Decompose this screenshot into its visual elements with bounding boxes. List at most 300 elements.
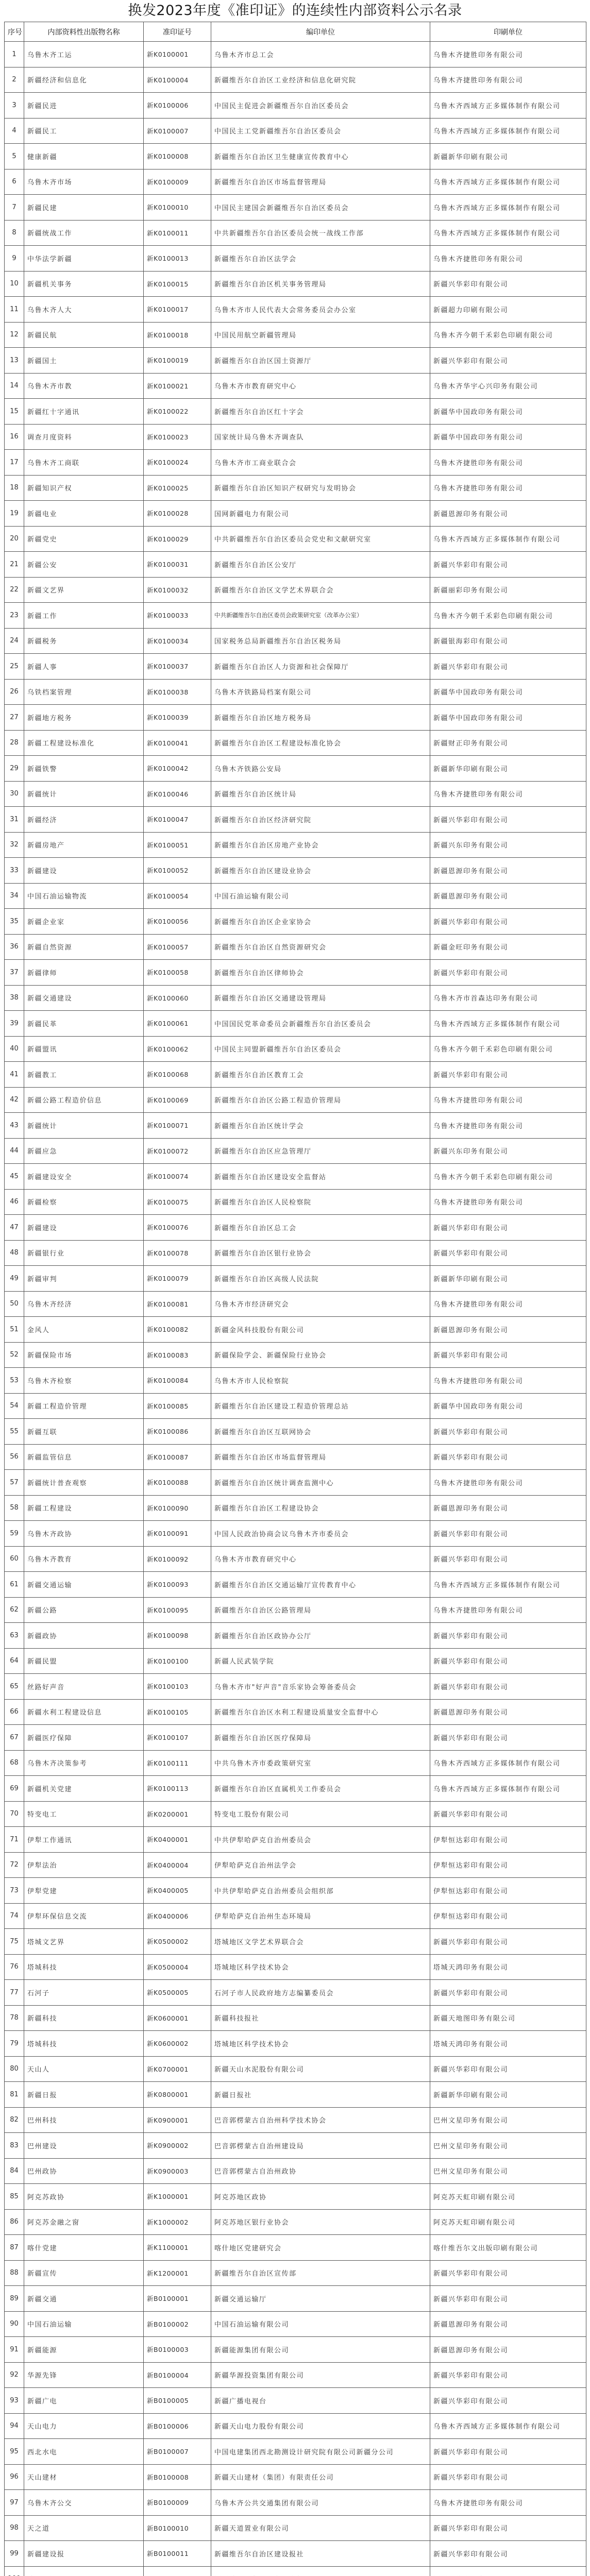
table-row: [5, 1597, 586, 1623]
serial-cell: 34: [5, 883, 24, 909]
serial-cell: 45: [5, 1164, 24, 1190]
permit-number-cell: 新K0200001: [144, 1801, 211, 1827]
table-row: [5, 1699, 586, 1725]
permit-number-cell: 新B0100006: [144, 2413, 211, 2439]
table-row: [5, 1266, 586, 1292]
editing-unit-cell: 新疆维吾尔自治区宣传部: [211, 2260, 430, 2286]
serial-cell: 11: [5, 297, 24, 323]
publication-name-cell: 新疆日报: [24, 2082, 144, 2108]
editing-unit-cell: 新疆维吾尔自治区文学艺术界联合会: [211, 577, 430, 603]
serial-cell: 82: [5, 2107, 24, 2133]
editing-unit-cell: 中国石油运输有限公司: [211, 2311, 430, 2337]
printing-unit-cell: 乌鲁木齐捷胜印务有限公司: [430, 781, 586, 807]
editing-unit-cell: 新疆维吾尔自治区互联网协会: [211, 1419, 430, 1445]
permit-number-cell: 新K0100010: [144, 195, 211, 221]
serial-cell: 40: [5, 1036, 24, 1062]
permit-number-cell: 新K0100105: [144, 1699, 211, 1725]
table-row: [5, 1929, 586, 1955]
table-row: [5, 1725, 586, 1751]
printing-unit-cell: 乌鲁木齐捷胜印务有限公司: [430, 1189, 586, 1215]
serial-cell: 47: [5, 1215, 24, 1241]
printing-unit-cell: 乌鲁木齐捷胜印务有限公司: [430, 2490, 586, 2516]
table-row: [5, 67, 586, 93]
publication-name-cell: 新疆人事: [24, 654, 144, 680]
serial-cell: 49: [5, 1266, 24, 1292]
editing-unit-cell: 新疆维吾尔自治区交通建设管理局: [211, 985, 430, 1011]
table-row: [5, 2464, 586, 2490]
publication-name-cell: 阿克苏金融之窗: [24, 2209, 144, 2235]
serial-cell: 94: [5, 2413, 24, 2439]
permit-number-cell: 新K0100098: [144, 1623, 211, 1649]
editing-unit-cell: 新疆维吾尔自治区统计局: [211, 781, 430, 807]
serial-cell: 75: [5, 1929, 24, 1955]
serial-cell: 23: [5, 603, 24, 629]
serial-cell: 36: [5, 934, 24, 960]
serial-cell: 28: [5, 730, 24, 756]
table-row: [5, 730, 586, 756]
printing-unit-cell: 新疆兴华彩印有限公司: [430, 1725, 586, 1751]
table-row: [5, 2158, 586, 2184]
printing-unit-cell: 乌鲁木齐西域方正多媒体制作有限公司: [430, 195, 586, 221]
editing-unit-cell: 塔城地区文学艺术界联合会: [211, 1929, 430, 1955]
serial-cell: 35: [5, 909, 24, 935]
publication-name-cell: 调查月度资料: [24, 424, 144, 450]
permit-number-cell: 新K0600002: [144, 2031, 211, 2057]
publication-name-cell: 新疆统计普查观察: [24, 1470, 144, 1496]
printing-unit-cell: 伊犁恒达彩印有限公司: [430, 1827, 586, 1853]
editing-unit-cell: 乌鲁木齐铁路公安局: [211, 756, 430, 782]
table-row: [5, 1954, 586, 1980]
printing-unit-cell: 新疆银海彩印有限公司: [430, 628, 586, 654]
publication-name-cell: 新疆民盟: [24, 1648, 144, 1674]
publication-name-cell: 塔城科技: [24, 1954, 144, 1980]
table-row: [5, 2337, 586, 2363]
serial-cell: 44: [5, 1138, 24, 1164]
printing-unit-cell: 乌鲁木齐捷胜印务有限公司: [430, 475, 586, 501]
serial-cell: 24: [5, 628, 24, 654]
serial-cell: 32: [5, 832, 24, 858]
publication-name-cell: 新疆工程建设: [24, 1495, 144, 1521]
publication-name-cell: [24, 2566, 144, 2576]
table-row: [5, 2286, 586, 2312]
editing-unit-cell: 乌鲁木齐铁路局档案有限公司: [211, 679, 430, 705]
table-row: [5, 2388, 586, 2414]
table-row: [5, 348, 586, 374]
publication-name-cell: 新疆国土: [24, 348, 144, 374]
permit-number-cell: 新K0100113: [144, 1776, 211, 1802]
editing-unit-cell: 中国民主建国会新疆维吾尔自治区委员会: [211, 195, 430, 221]
printing-unit-cell: 新疆兴东印务有限公司: [430, 1138, 586, 1164]
permit-number-cell: 新K0100051: [144, 832, 211, 858]
publication-name-cell: 新疆公安: [24, 552, 144, 578]
table-row: [5, 1240, 586, 1266]
permit-number-cell: 新K0100068: [144, 1062, 211, 1088]
table-row: [5, 1623, 586, 1649]
editing-unit-cell: 新疆维吾尔自治区人力资源和社会保障厅: [211, 654, 430, 680]
editing-unit-cell: 新疆维吾尔自治区建设工程造价管理总站: [211, 1393, 430, 1419]
publication-name-cell: 新疆电业: [24, 501, 144, 527]
publication-name-cell: 乌铁档案管理: [24, 679, 144, 705]
publication-name-cell: 喀什党建: [24, 2235, 144, 2261]
printing-unit-cell: 乌鲁木齐捷胜印务有限公司: [430, 67, 586, 93]
table-row: [5, 552, 586, 578]
permit-number-cell: 新K0100017: [144, 297, 211, 323]
printing-unit-cell: 新疆新华印刷有限公司: [430, 144, 586, 170]
table-row: [5, 2439, 586, 2465]
printing-unit-cell: 新疆兴华彩印有限公司: [430, 654, 586, 680]
editing-unit-cell: 乌鲁木齐公共交通集团有限公司: [211, 2490, 430, 2516]
permit-number-cell: 新K0100071: [144, 1113, 211, 1139]
permit-number-cell: 新K0100093: [144, 1572, 211, 1598]
serial-cell: 90: [5, 2311, 24, 2337]
permit-number-cell: 新B0100007: [144, 2439, 211, 2465]
serial-cell: 87: [5, 2235, 24, 2261]
editing-unit-cell: 新疆维吾尔自治区工程建设协会: [211, 1495, 430, 1521]
editing-unit-cell: 新疆天山电力股份有限公司: [211, 2413, 430, 2439]
permit-number-cell: 新K0100023: [144, 424, 211, 450]
printing-unit-cell: 伊犁恒达彩印有限公司: [430, 1903, 586, 1929]
publication-name-cell: 伊犁环保信息交流: [24, 1903, 144, 1929]
printing-unit-cell: 乌鲁木齐西域方正多媒体制作有限公司: [430, 526, 586, 552]
printing-unit-cell: 新疆兴华彩印有限公司: [430, 1215, 586, 1241]
serial-cell: 63: [5, 1623, 24, 1649]
serial-cell: 42: [5, 1087, 24, 1113]
serial-cell: 81: [5, 2082, 24, 2108]
serial-cell: 61: [5, 1572, 24, 1598]
serial-cell: 97: [5, 2490, 24, 2516]
editing-unit-cell: 喀什地区党建研究会: [211, 2235, 430, 2261]
serial-cell: 27: [5, 705, 24, 731]
table-row: [5, 144, 586, 170]
editing-unit-cell: 中国民主工党新疆维吾尔自治区委员会: [211, 118, 430, 144]
publication-name-cell: 新疆公路工程造价信息: [24, 1087, 144, 1113]
permit-number-cell: 新K0100052: [144, 858, 211, 884]
printing-unit-cell: 巴州文星印务有限公司: [430, 2107, 586, 2133]
publication-name-cell: 新疆自然资源: [24, 934, 144, 960]
publication-name-cell: 新疆宣传: [24, 2260, 144, 2286]
publication-name-cell: 新疆医疗保障: [24, 1725, 144, 1751]
header-printing-unit: 印刷单位: [430, 22, 586, 42]
publication-name-cell: 新疆科技: [24, 2005, 144, 2031]
serial-cell: 99: [5, 2541, 24, 2567]
printing-unit-cell: 乌鲁木齐西域方正多媒体制作有限公司: [430, 169, 586, 195]
editing-unit-cell: 新疆维吾尔自治区地方税务局: [211, 705, 430, 731]
table-body: [5, 42, 586, 2576]
publication-name-cell: 新疆经济: [24, 807, 144, 833]
publication-name-cell: 天山人: [24, 2056, 144, 2082]
header-publication-name: 内部资料性出版物名称: [24, 22, 144, 42]
printing-unit-cell: 新疆华中国政印务有限公司: [430, 424, 586, 450]
permit-number-cell: 新K0100078: [144, 1240, 211, 1266]
editing-unit-cell: 新疆维吾尔自治区房地产业协会: [211, 832, 430, 858]
editing-unit-cell: 中共伊犁哈萨克自治州委员会组织部: [211, 1878, 430, 1904]
editing-unit-cell: 新疆维吾尔自治区工业经济和信息化研究院: [211, 67, 430, 93]
permit-number-cell: 新K0100018: [144, 322, 211, 348]
serial-cell: 53: [5, 1368, 24, 1394]
permit-number-cell: 新K0100111: [144, 1750, 211, 1776]
publication-name-cell: 新疆交通运输: [24, 1572, 144, 1598]
serial-cell: 33: [5, 858, 24, 884]
permit-number-cell: 新K0100022: [144, 399, 211, 425]
serial-cell: 64: [5, 1648, 24, 1674]
printing-unit-cell: 新疆兴华彩印有限公司: [430, 552, 586, 578]
permit-number-cell: 新K0100004: [144, 67, 211, 93]
permit-number-cell: 新K0100032: [144, 577, 211, 603]
table-row: [5, 858, 586, 884]
serial-cell: 78: [5, 2005, 24, 2031]
printing-unit-cell: 新疆天地图印务有限公司: [430, 2005, 586, 2031]
publication-name-cell: 塔城文艺界: [24, 1929, 144, 1955]
permit-number-cell: 新K0100047: [144, 807, 211, 833]
editing-unit-cell: 塔城地区科学技术协会: [211, 2031, 430, 2057]
serial-cell: 17: [5, 450, 24, 476]
serial-cell: 5: [5, 144, 24, 170]
table-row: [5, 2515, 586, 2541]
publication-name-cell: 新疆知识产权: [24, 475, 144, 501]
publication-name-cell: 新疆应急: [24, 1138, 144, 1164]
table-row: [5, 654, 586, 680]
publication-name-cell: 巴州建设: [24, 2133, 144, 2159]
serial-cell: 65: [5, 1674, 24, 1700]
serial-cell: 79: [5, 2031, 24, 2057]
table-row: [5, 1750, 586, 1776]
header-serial: 序号: [5, 22, 24, 42]
permit-number-cell: 新K0100015: [144, 271, 211, 297]
permit-number-cell: 新B0100003: [144, 2337, 211, 2363]
serial-cell: 21: [5, 552, 24, 578]
publication-name-cell: 金风人: [24, 1317, 144, 1343]
permit-number-cell: 新K0100103: [144, 1674, 211, 1700]
permit-number-cell: 新B0100004: [144, 2362, 211, 2388]
printing-unit-cell: 新疆兴华彩印有限公司: [430, 1444, 586, 1470]
serial-cell: 22: [5, 577, 24, 603]
table-row: [5, 195, 586, 221]
permit-number-cell: 新K0100007: [144, 118, 211, 144]
table-row: [5, 1903, 586, 1929]
serial-cell: 57: [5, 1470, 24, 1496]
printing-unit-cell: 乌鲁木齐捷胜印务有限公司: [430, 1113, 586, 1139]
publication-name-cell: 新疆统战工作: [24, 220, 144, 246]
table-row: [5, 1087, 586, 1113]
serial-cell: 26: [5, 679, 24, 705]
serial-cell: 96: [5, 2464, 24, 2490]
printing-unit-cell: 新疆恩源印务有限公司: [430, 1317, 586, 1343]
publication-name-cell: 乌鲁木齐政协: [24, 1521, 144, 1547]
publication-name-cell: 新疆银行业: [24, 1240, 144, 1266]
publication-name-cell: 乌鲁木齐人大: [24, 297, 144, 323]
permit-number-cell: 新K0100024: [144, 450, 211, 476]
permit-number-cell: 新K0100042: [144, 756, 211, 782]
publication-name-cell: 新疆广电: [24, 2388, 144, 2414]
printing-unit-cell: 新疆兴华彩印有限公司: [430, 2388, 586, 2414]
permit-number-cell: 新B0100011: [144, 2541, 211, 2567]
editing-unit-cell: 新疆维吾尔自治区应急管理厅: [211, 1138, 430, 1164]
table-row: [5, 628, 586, 654]
table-row: [5, 1062, 586, 1088]
permit-number-cell: 新K0400006: [144, 1903, 211, 1929]
printing-unit-cell: 乌鲁木齐西域方正多媒体制作有限公司: [430, 93, 586, 118]
printing-unit-cell: 新疆兴华彩印有限公司: [430, 1419, 586, 1445]
table-row: [5, 1164, 586, 1190]
editing-unit-cell: 新疆维吾尔自治区统计调查监测中心: [211, 1470, 430, 1496]
editing-unit-cell: 新疆维吾尔自治区水利工程建设质量安全监督中心: [211, 1699, 430, 1725]
permit-number-cell: 新K0100095: [144, 1597, 211, 1623]
publication-name-cell: 新疆教工: [24, 1062, 144, 1088]
editing-unit-cell: 乌鲁木齐市"好声音"音乐家协会筹备委员会: [211, 1674, 430, 1700]
table-row: [5, 705, 586, 731]
permit-number-cell: 新K0500002: [144, 1929, 211, 1955]
publication-name-cell: 新疆交通: [24, 2286, 144, 2312]
permit-number-cell: 新K0400001: [144, 1827, 211, 1853]
table-row: [5, 1648, 586, 1674]
editing-unit-cell: 巴音郭楞蒙古自治州建设局: [211, 2133, 430, 2159]
publication-name-cell: 新疆检察: [24, 1189, 144, 1215]
printing-unit-cell: 乌鲁木齐捷胜印务有限公司: [430, 1597, 586, 1623]
table-row: [5, 2260, 586, 2286]
printing-unit-cell: 新疆兴华彩印有限公司: [430, 807, 586, 833]
editing-unit-cell: 新疆维吾尔自治区经济研究院: [211, 807, 430, 833]
editing-unit-cell: 中国人民政治协商会议乌鲁木齐市委员会: [211, 1521, 430, 1547]
serial-cell: 3: [5, 93, 24, 118]
table-row: [5, 246, 586, 272]
permit-number-cell: 新K0100054: [144, 883, 211, 909]
table-row: [5, 934, 586, 960]
printing-unit-cell: 新疆兴华彩印有限公司: [430, 1062, 586, 1088]
table-row: [5, 424, 586, 450]
permit-number-cell: 新K0900002: [144, 2133, 211, 2159]
editing-unit-cell: 国家税务总局新疆维吾尔自治区税务局: [211, 628, 430, 654]
publication-name-cell: 健康新疆: [24, 144, 144, 170]
printing-unit-cell: 新疆兴华彩印有限公司: [430, 2464, 586, 2490]
publication-name-cell: 丝路好声音: [24, 1674, 144, 1700]
serial-cell: 83: [5, 2133, 24, 2159]
permit-number-cell: 新K0100041: [144, 730, 211, 756]
printing-unit-cell: 乌鲁木齐西域方正多媒体制作有限公司: [430, 118, 586, 144]
serial-cell: 69: [5, 1776, 24, 1802]
editing-unit-cell: 新疆维吾尔自治区卫生健康宣传教育中心: [211, 144, 430, 170]
editing-unit-cell: 特变电工股份有限公司: [211, 1801, 430, 1827]
serial-cell: 55: [5, 1419, 24, 1445]
publication-name-cell: 新疆企业家: [24, 909, 144, 935]
serial-cell: 95: [5, 2439, 24, 2465]
publication-name-cell: 新疆律师: [24, 960, 144, 986]
table-row: [5, 220, 586, 246]
table-row: [5, 1878, 586, 1904]
printing-unit-cell: 新疆财正印务有限公司: [430, 730, 586, 756]
serial-cell: 68: [5, 1750, 24, 1776]
table-row: [5, 1801, 586, 1827]
editing-unit-cell: 乌鲁木齐市人民代表大会常务委员会办公室: [211, 297, 430, 323]
permit-number-cell: 新K0100092: [144, 1546, 211, 1572]
serial-cell: 72: [5, 1852, 24, 1878]
table-row: [5, 501, 586, 527]
table-row: [5, 781, 586, 807]
publication-name-cell: 乌鲁木齐工运: [24, 42, 144, 67]
table-row: [5, 832, 586, 858]
table-row: [5, 1011, 586, 1037]
editing-unit-cell: 新疆维吾尔自治区国土资源厅: [211, 348, 430, 374]
printing-unit-cell: 新疆兴华彩印有限公司: [430, 1674, 586, 1700]
header-permit-number: 准印证号: [144, 22, 211, 42]
permit-number-cell: 新K0100069: [144, 1087, 211, 1113]
permit-number-cell: 新K0900001: [144, 2107, 211, 2133]
publication-name-cell: 新疆盟讯: [24, 1036, 144, 1062]
publication-name-cell: 新疆监管信息: [24, 1444, 144, 1470]
printing-unit-cell: 新疆兴华彩印有限公司: [430, 1929, 586, 1955]
table-row: [5, 118, 586, 144]
printing-unit-cell: 新疆恩源印务有限公司: [430, 2311, 586, 2337]
table-row: [5, 1852, 586, 1878]
table-row: [5, 2107, 586, 2133]
editing-unit-cell: 中国民主同盟新疆维吾尔自治区委员会: [211, 1036, 430, 1062]
publication-name-cell: 华源先锋: [24, 2362, 144, 2388]
editing-unit-cell: 新疆维吾尔自治区总工会: [211, 1215, 430, 1241]
permit-number-cell: 新K0100082: [144, 1317, 211, 1343]
serial-cell: 20: [5, 526, 24, 552]
publication-name-cell: 新疆建设: [24, 858, 144, 884]
printing-unit-cell: 新疆兴华彩印有限公司: [430, 2286, 586, 2312]
printing-unit-cell: 伊犁恒达彩印有限公司: [430, 1852, 586, 1878]
serial-cell: 60: [5, 1546, 24, 1572]
permit-number-cell: 新K0100076: [144, 1215, 211, 1241]
publication-name-cell: 天山建材: [24, 2464, 144, 2490]
serial-cell: 70: [5, 1801, 24, 1827]
table-row: [5, 2413, 586, 2439]
permit-number-cell: 新K0100072: [144, 1138, 211, 1164]
printing-unit-cell: 新疆兴东印务有限公司: [430, 832, 586, 858]
serial-cell: 76: [5, 1954, 24, 1980]
document-title: 换发2023年度《准印证》的连续性内部资料公示名录: [128, 3, 462, 19]
permit-number-cell: 新B0100002: [144, 2311, 211, 2337]
printing-unit-cell: [430, 2566, 586, 2576]
editing-unit-cell: 中国国民党革命委员会新疆维吾尔自治区委员会: [211, 1011, 430, 1037]
printing-unit-cell: 新疆金旺印务有限公司: [430, 934, 586, 960]
permit-number-cell: 新K0100038: [144, 679, 211, 705]
editing-unit-cell: 阿克苏地区政协: [211, 2184, 430, 2210]
publication-name-cell: 乌鲁木齐经济: [24, 1291, 144, 1317]
permit-number-cell: 新K0100090: [144, 1495, 211, 1521]
permit-number-cell: 新B0100001: [144, 2286, 211, 2312]
printing-unit-cell: 新疆华中国政印务有限公司: [430, 1393, 586, 1419]
publication-name-cell: 新疆民建: [24, 195, 144, 221]
publication-name-cell: 西北水电: [24, 2439, 144, 2465]
serial-cell: 58: [5, 1495, 24, 1521]
table-row: [5, 1980, 586, 2006]
permit-number-cell: [144, 2566, 211, 2576]
printing-unit-cell: 新疆兴华彩印有限公司: [430, 1521, 586, 1547]
editing-unit-cell: 中国电建集团西北勘测设计研究院有限公司新疆分公司: [211, 2439, 430, 2465]
serial-cell: 41: [5, 1062, 24, 1088]
editing-unit-cell: 伊犁哈萨克自治州法学会: [211, 1852, 430, 1878]
serial-cell: 91: [5, 2337, 24, 2363]
editing-unit-cell: 石河子市人民政府地方志编纂委员会: [211, 1980, 430, 2006]
editing-unit-cell: 乌鲁木齐市工商业联合会: [211, 450, 430, 476]
printing-unit-cell: 乌鲁木齐捷胜印务有限公司: [430, 450, 586, 476]
table-row: [5, 2082, 586, 2108]
printing-unit-cell: 乌鲁木齐捷胜印务有限公司: [430, 42, 586, 67]
table-row: [5, 450, 586, 476]
serial-cell: 86: [5, 2209, 24, 2235]
publication-name-cell: 新疆建设报: [24, 2541, 144, 2567]
table-row: [5, 603, 586, 629]
permit-number-cell: 新K0100100: [144, 1648, 211, 1674]
table-row: [5, 1470, 586, 1496]
serial-cell: [5, 2566, 24, 2576]
publication-name-cell: 新疆民航: [24, 322, 144, 348]
serial-cell: 52: [5, 1342, 24, 1368]
permit-number-cell: 新K0400005: [144, 1878, 211, 1904]
editing-unit-cell: [211, 2566, 430, 2576]
